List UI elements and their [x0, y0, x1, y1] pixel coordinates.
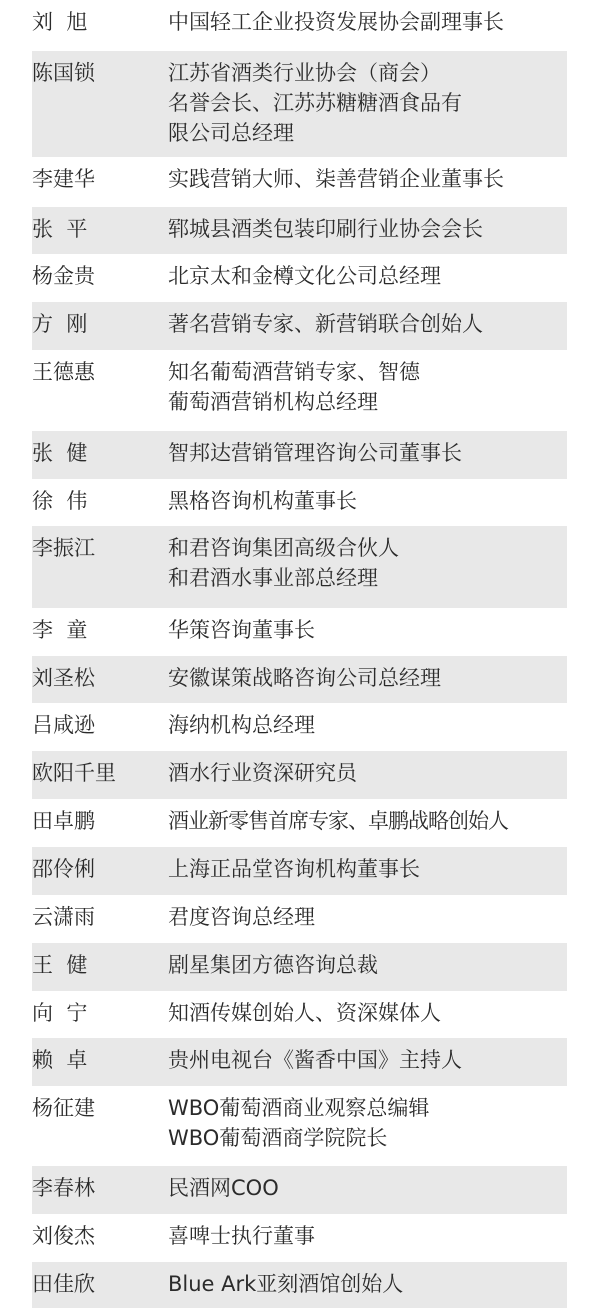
- person-name: 刘俊杰: [32, 1224, 95, 1248]
- person-title: [168, 895, 567, 932]
- person-name: 云潇雨: [32, 905, 95, 929]
- person-name: 邵伶俐: [32, 857, 95, 881]
- title-line: 知酒传媒创始人、资深媒体人: [168, 1001, 441, 1025]
- person-title: [168, 1214, 567, 1251]
- person-name: 向 宁: [32, 1001, 88, 1025]
- title-line: 北京太和金樽文化公司总经理: [168, 264, 441, 288]
- roster-row: [32, 254, 567, 302]
- title-line: 贵州电视台《酱香中国》主持人: [168, 1048, 462, 1072]
- roster-row: [32, 608, 567, 656]
- roster-row: [32, 51, 567, 157]
- roster-row: [32, 799, 567, 847]
- person-name: 陈国锁: [32, 61, 95, 85]
- title-line: 和君酒水事业部总经理: [168, 566, 378, 590]
- person-title: [168, 431, 567, 468]
- roster-row: [32, 1166, 567, 1214]
- roster-row: [32, 302, 567, 350]
- person-title: [168, 1086, 567, 1153]
- title-line: 酒业新零售首席专家、卓鹏战略创始人: [168, 809, 508, 833]
- title-line: WBO葡萄酒商业观察总编辑: [168, 1096, 430, 1120]
- roster-row: [32, 895, 567, 943]
- person-name: 欧阳千里: [32, 761, 116, 785]
- roster-row: [32, 656, 567, 703]
- person-name: 吕咸逊: [32, 713, 95, 737]
- person-title: [168, 51, 567, 148]
- roster-row: [32, 1214, 567, 1262]
- person-name: 李 童: [32, 618, 88, 642]
- title-line: 中国轻工企业投资发展协会副理事长: [168, 10, 504, 34]
- title-line: 著名营销专家、新营销联合创始人: [168, 312, 483, 336]
- title-line: 华策咨询董事长: [168, 618, 315, 642]
- title-line: 和君咨询集团高级合伙人: [168, 536, 399, 560]
- person-title: [168, 1038, 567, 1075]
- roster-row: [32, 1086, 567, 1166]
- person-name: 王 健: [32, 953, 88, 977]
- person-name: 李振江: [32, 536, 95, 560]
- person-title: [168, 847, 567, 884]
- title-line: 剧星集团方德咨询总裁: [168, 953, 378, 977]
- roster-row: [32, 751, 567, 799]
- person-title: [168, 254, 567, 291]
- roster-row: [32, 991, 567, 1038]
- person-name: 田佳欣: [32, 1272, 95, 1296]
- title-line: 上海正品堂咨询机构董事长: [168, 857, 420, 881]
- roster-row: [32, 350, 567, 431]
- title-line: 智邦达营销管理咨询公司董事长: [168, 441, 462, 465]
- title-line: 酒水行业资深研究员: [168, 761, 357, 785]
- person-name: 方 刚: [32, 312, 88, 336]
- person-title: [168, 526, 567, 593]
- person-title: [168, 608, 567, 645]
- person-name: 杨金贵: [32, 264, 95, 288]
- person-name: 王德惠: [32, 360, 95, 384]
- person-name: 田卓鹏: [32, 809, 95, 833]
- person-name: 李建华: [32, 167, 95, 191]
- title-line: 海纳机构总经理: [168, 713, 315, 737]
- person-title: [168, 1166, 567, 1203]
- roster-row: [32, 479, 567, 526]
- roster-row: [32, 0, 567, 48]
- roster-row: [32, 157, 567, 207]
- title-line: 江苏省酒类行业协会（商会）: [168, 61, 441, 85]
- person-name: 刘圣松: [32, 666, 95, 690]
- person-title: [168, 751, 567, 788]
- person-title: [168, 207, 567, 244]
- title-line: 实践营销大师、柒善营销企业董事长: [168, 167, 504, 191]
- person-title: [168, 302, 567, 339]
- person-name: 张 平: [32, 217, 88, 241]
- person-title: [168, 991, 567, 1028]
- roster-row: [32, 431, 567, 479]
- title-line: 名誉会长、江苏苏糖糖酒食品有: [168, 91, 462, 115]
- person-title: [168, 943, 567, 980]
- roster-row: [32, 526, 567, 608]
- roster-row: [32, 943, 567, 991]
- title-line: WBO葡萄酒商学院院长: [168, 1126, 388, 1150]
- person-title: [168, 703, 567, 740]
- person-name: 李春林: [32, 1176, 95, 1200]
- roster-row: [32, 847, 567, 895]
- person-name: 张 健: [32, 441, 88, 465]
- person-title: [168, 1262, 567, 1299]
- title-line: 知名葡萄酒营销专家、智德: [168, 360, 420, 384]
- roster-row: [32, 1038, 567, 1086]
- person-name: 赖 卓: [32, 1048, 88, 1072]
- person-title: [168, 350, 567, 417]
- title-line: 限公司总经理: [168, 121, 294, 145]
- person-name: 刘 旭: [32, 10, 88, 34]
- person-title: [168, 799, 567, 836]
- title-line: 喜啤士执行董事: [168, 1224, 315, 1248]
- person-name: 杨征建: [32, 1096, 95, 1120]
- roster-row: [32, 1262, 567, 1308]
- title-line: Blue Ark亚刻酒馆创始人: [168, 1272, 404, 1296]
- title-line: 黑格咨询机构董事长: [168, 489, 357, 513]
- person-name: 徐 伟: [32, 489, 88, 513]
- title-line: 民酒网COO: [168, 1176, 279, 1200]
- person-title: [168, 0, 567, 37]
- person-title: [168, 157, 567, 194]
- title-line: 葡萄酒营销机构总经理: [168, 390, 378, 414]
- roster-row: [32, 207, 567, 254]
- person-title: [168, 479, 567, 516]
- roster-row: [32, 703, 567, 751]
- title-line: 安徽谋策战略咨询公司总经理: [168, 666, 441, 690]
- person-title: [168, 656, 567, 693]
- title-line: 君度咨询总经理: [168, 905, 315, 929]
- title-line: 郓城县酒类包装印刷行业协会会长: [168, 217, 483, 241]
